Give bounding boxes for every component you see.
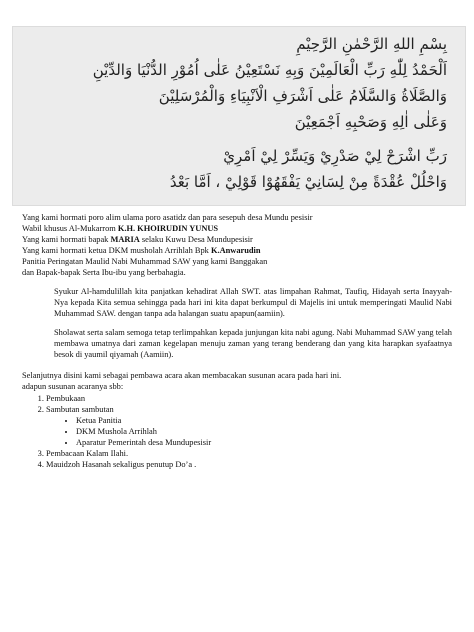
agenda-item: 1. Pembukaan — [46, 393, 452, 404]
sholawat-paragraph: Sholawat serta salam semoga tetap terlimpahkan kepada junjungan kita nabi agung. Nabi Muhammad SAW yang telah membawa umatnya dari zaman kegelapan menuju zaman yang terang benderang dan yang kita harapkan syafaatnya besok di yaumil qiyamah (Aamiin). — [54, 328, 452, 359]
agenda-list — [22, 393, 452, 470]
agenda-section — [22, 370, 452, 470]
agenda-item: 3. Pembacaan Kalam Ilahi. — [46, 448, 452, 459]
arabic-basmalah: بِسْمِ اللهِ الرَّحْمٰنِ الرَّحِيْمِ — [296, 35, 447, 53]
salutation-line: Yang kami hormati bapak MARIA selaku Kuwu Desa Mundupesisir — [22, 235, 253, 244]
arabic-hamdalah-line: اَلْحَمْدُ لِلّٰهِ رَبِّ الْعَالَمِيْنَ وَبِهِ نَسْتَعِيْنُ عَلٰى اُمُوْرِ الدُّنْيَا وَالدِّيْنِ — [92, 61, 447, 79]
salutations-block — [22, 212, 452, 278]
arabic-doa-line-1: رَبِّ اشْرَحْ لِيْ صَدْرِيْ وَيَسِّرْ لِيْ اَمْرِيْ — [223, 147, 447, 165]
arabic-doa-line-2: وَاحْلُلْ عُقْدَةً مِنْ لِسَانِيْ يَفْقَهُوْا قَوْلِيْ ، اَمَّا بَعْدُ — [169, 173, 447, 191]
salutation-line: Wabil khusus Al-Mukarrom K.H. KHOIRUDIN YUNUS — [22, 224, 219, 233]
salutation-line: Yang kami hormati ketua DKM musholah Arrihlah Bpk K.Anwarudin — [22, 246, 261, 255]
salutation-line: Yang kami hormati poro alim ulama poro asatidz dan para sesepuh desa Mundu pesisir — [22, 213, 313, 222]
sambutan-sublist — [46, 415, 452, 448]
agenda-intro-2: adapun susunan acaranya sbb: — [22, 382, 124, 391]
gratitude-paragraph: Syukur Al-hamdulillah kita panjatkan kehadirat Allah SWT. atas limpahan Rahmat, Taufiq, Hidayah serta Inayyah-Nya kepada Kita semua sehingga pada hari ini kita dapat berkumpul di Majelis ini untuk memperingati Maulid Nabi Muhammad SAW. dengan tanpa ada halangan suatu apapun(aamiin). — [54, 287, 452, 318]
arabic-opening-prayer-image — [12, 26, 466, 206]
dkm-chair-name: K.Anwarudin — [210, 246, 261, 255]
agenda-intro: Selanjutnya disini kami sebagai pembawa acara akan membacakan susunan acara pada hari ini. — [22, 371, 342, 380]
kuwu-name: MARIA — [110, 235, 140, 244]
sambutan-subitem: • Aparatur Pemerintah desa Mundupesisir — [76, 437, 452, 448]
arabic-sahabat-line: وَعَلٰى اٰلِهِ وَصَحْبِهِ اَجْمَعِيْنَ — [294, 113, 447, 131]
kiai-name: K.H. KHOIRUDIN YUNUS — [117, 224, 219, 233]
sambutan-subitem: • DKM Mushola Arrihlah — [76, 426, 452, 437]
salutation-line: dan Bapak-bapak Serta Ibu-ibu yang berbahagia. — [22, 268, 186, 277]
salutation-line: Panitia Peringatan Maulid Nabi Muhammad SAW yang kami Banggakan — [22, 257, 268, 266]
arabic-sholawat-line: وَالصَّلَاةُ وَالسَّلَامُ عَلٰى اَشْرَفِ الْاَنْبِيَاءِ وَالْمُرْسَلِيْنَ — [158, 87, 447, 105]
agenda-item: 2. Sambutan sambutan • Ketua Panitia • DKM Mushola Arrihlah • Aparatur Pemerintah desa Mundupesisir — [46, 404, 452, 448]
sambutan-subitem: • Ketua Panitia — [76, 415, 452, 426]
agenda-item: 4. Mauidzoh Hasanah sekaligus penutup Do’a . — [46, 459, 452, 470]
speech-document — [22, 212, 452, 470]
